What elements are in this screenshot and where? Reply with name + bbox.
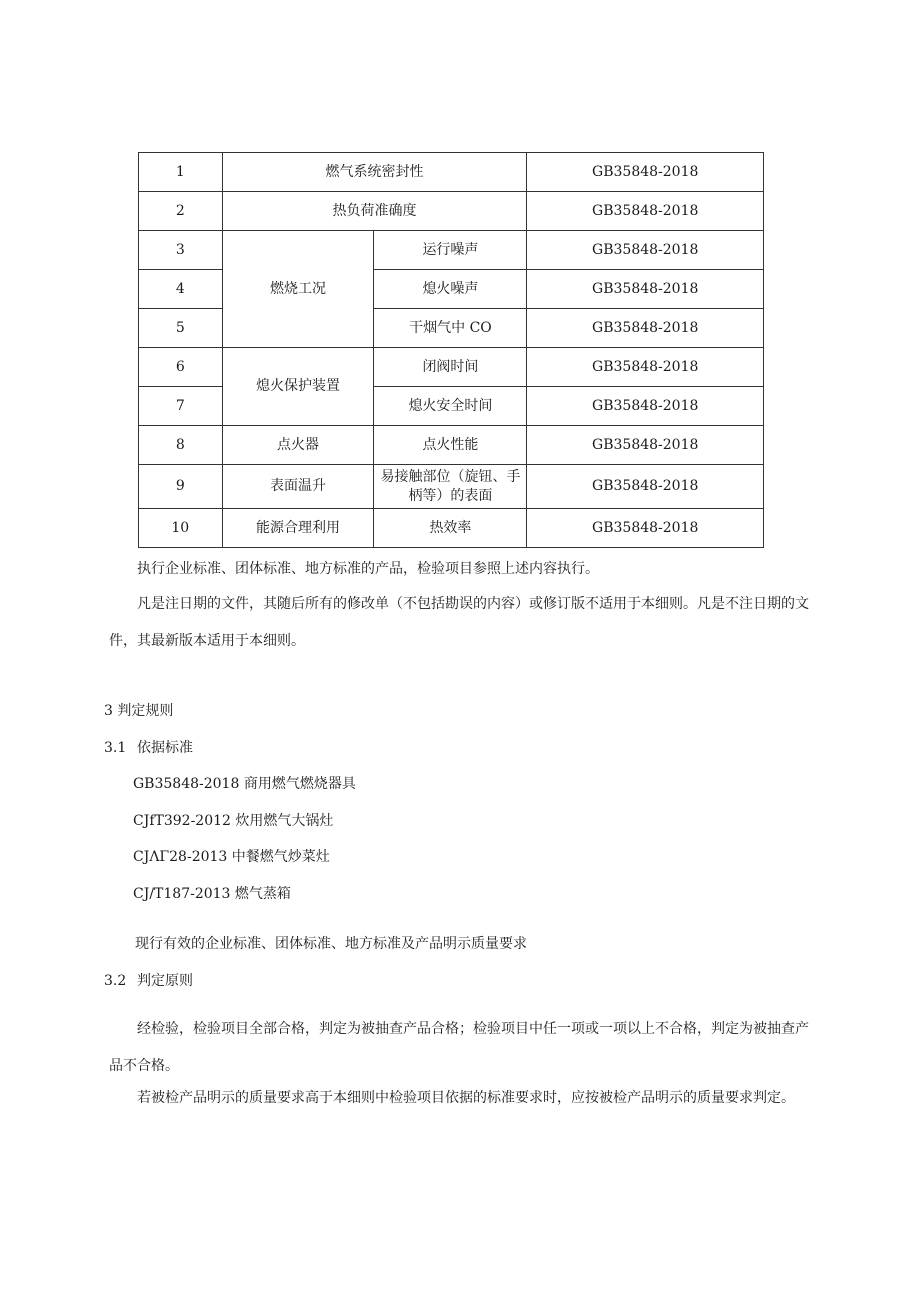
inspection-items-table bbox=[138, 152, 764, 548]
table-row bbox=[139, 192, 764, 231]
row-number: 1 bbox=[139, 153, 223, 192]
table-row bbox=[139, 153, 764, 192]
paragraph: 执行企业标准、团体标准、地方标准的产品，检验项目参照上述内容执行。 bbox=[137, 561, 599, 577]
standard-code: GB35848-2018 bbox=[527, 309, 764, 348]
row-number: 9 bbox=[139, 465, 223, 509]
standard-code: GB35848-2018 bbox=[527, 270, 764, 309]
row-number: 2 bbox=[139, 192, 223, 231]
section-heading: 3 判定规则 bbox=[104, 703, 174, 719]
row-number: 8 bbox=[139, 426, 223, 465]
sub-item: 运行噪声 bbox=[374, 231, 527, 270]
subsection-title: 依据标准 bbox=[137, 740, 193, 756]
row-number: 4 bbox=[139, 270, 223, 309]
item-group: 燃烧工况 bbox=[222, 231, 374, 348]
standard-item: CJ/T187-2013 燃气蒸箱 bbox=[133, 886, 291, 902]
sub-item: 熄火噪声 bbox=[374, 270, 527, 309]
standard-item: CJΛΓ28-2013 中餐燃气炒菜灶 bbox=[133, 849, 330, 865]
row-number: 5 bbox=[139, 309, 223, 348]
standard-item: GB35848-2018 商用燃气燃烧器具 bbox=[133, 776, 356, 792]
standard-code: GB35848-2018 bbox=[527, 348, 764, 387]
item-group: 能源合理利用 bbox=[222, 509, 374, 548]
sub-item: 易接触部位（旋钮、手柄等）的表面 bbox=[374, 465, 527, 509]
table-row bbox=[139, 426, 764, 465]
table-row bbox=[139, 348, 764, 387]
standard-code: GB35848-2018 bbox=[527, 387, 764, 426]
sub-item: 热效率 bbox=[374, 509, 527, 548]
standard-code: GB35848-2018 bbox=[527, 231, 764, 270]
paragraph: 若被检产品明示的质量要求高于本细则中检验项目依据的标准要求时，应按被检产品明示的质量要求判定。 bbox=[137, 1090, 795, 1106]
standard-code: GB35848-2018 bbox=[527, 192, 764, 231]
item-name: 燃气系统密封性 bbox=[222, 153, 527, 192]
sub-item: 点火性能 bbox=[374, 426, 527, 465]
table-row bbox=[139, 465, 764, 509]
standard-code: GB35848-2018 bbox=[527, 426, 764, 465]
item-group: 点火器 bbox=[222, 426, 374, 465]
sub-item: 干烟气中 CO bbox=[374, 309, 527, 348]
item-group: 熄火保护装置 bbox=[222, 348, 374, 426]
table-row bbox=[139, 509, 764, 548]
subsection-number: 3.2 bbox=[104, 973, 127, 989]
paragraph: 经检验，检验项目全部合格，判定为被抽查产品合格；检验项目中任一项或一项以上不合格，判定为被抽查产品不合格。 bbox=[109, 1021, 809, 1074]
standard-code: GB35848-2018 bbox=[527, 509, 764, 548]
row-number: 6 bbox=[139, 348, 223, 387]
item-name: 热负荷准确度 bbox=[222, 192, 527, 231]
standard-code: GB35848-2018 bbox=[527, 153, 764, 192]
sub-item: 熄火安全时间 bbox=[374, 387, 527, 426]
standard-code: GB35848-2018 bbox=[527, 465, 764, 509]
standards-note: 现行有效的企业标准、团体标准、地方标准及产品明示质量要求 bbox=[135, 936, 527, 952]
row-number: 7 bbox=[139, 387, 223, 426]
paragraph: 凡是注日期的文件，其随后所有的修改单（不包括勘误的内容）或修订版不适用于本细则。凡是不注日期的文件，其最新版本适用于本细则。 bbox=[109, 596, 809, 649]
subsection-number: 3.1 bbox=[104, 740, 127, 756]
subsection-title: 判定原则 bbox=[137, 973, 193, 989]
row-number: 10 bbox=[139, 509, 223, 548]
standard-item: CJfT392-2012 炊用燃气大锅灶 bbox=[133, 813, 334, 829]
table-row bbox=[139, 231, 764, 270]
row-number: 3 bbox=[139, 231, 223, 270]
item-group: 表面温升 bbox=[222, 465, 374, 509]
sub-item: 闭阀时间 bbox=[374, 348, 527, 387]
